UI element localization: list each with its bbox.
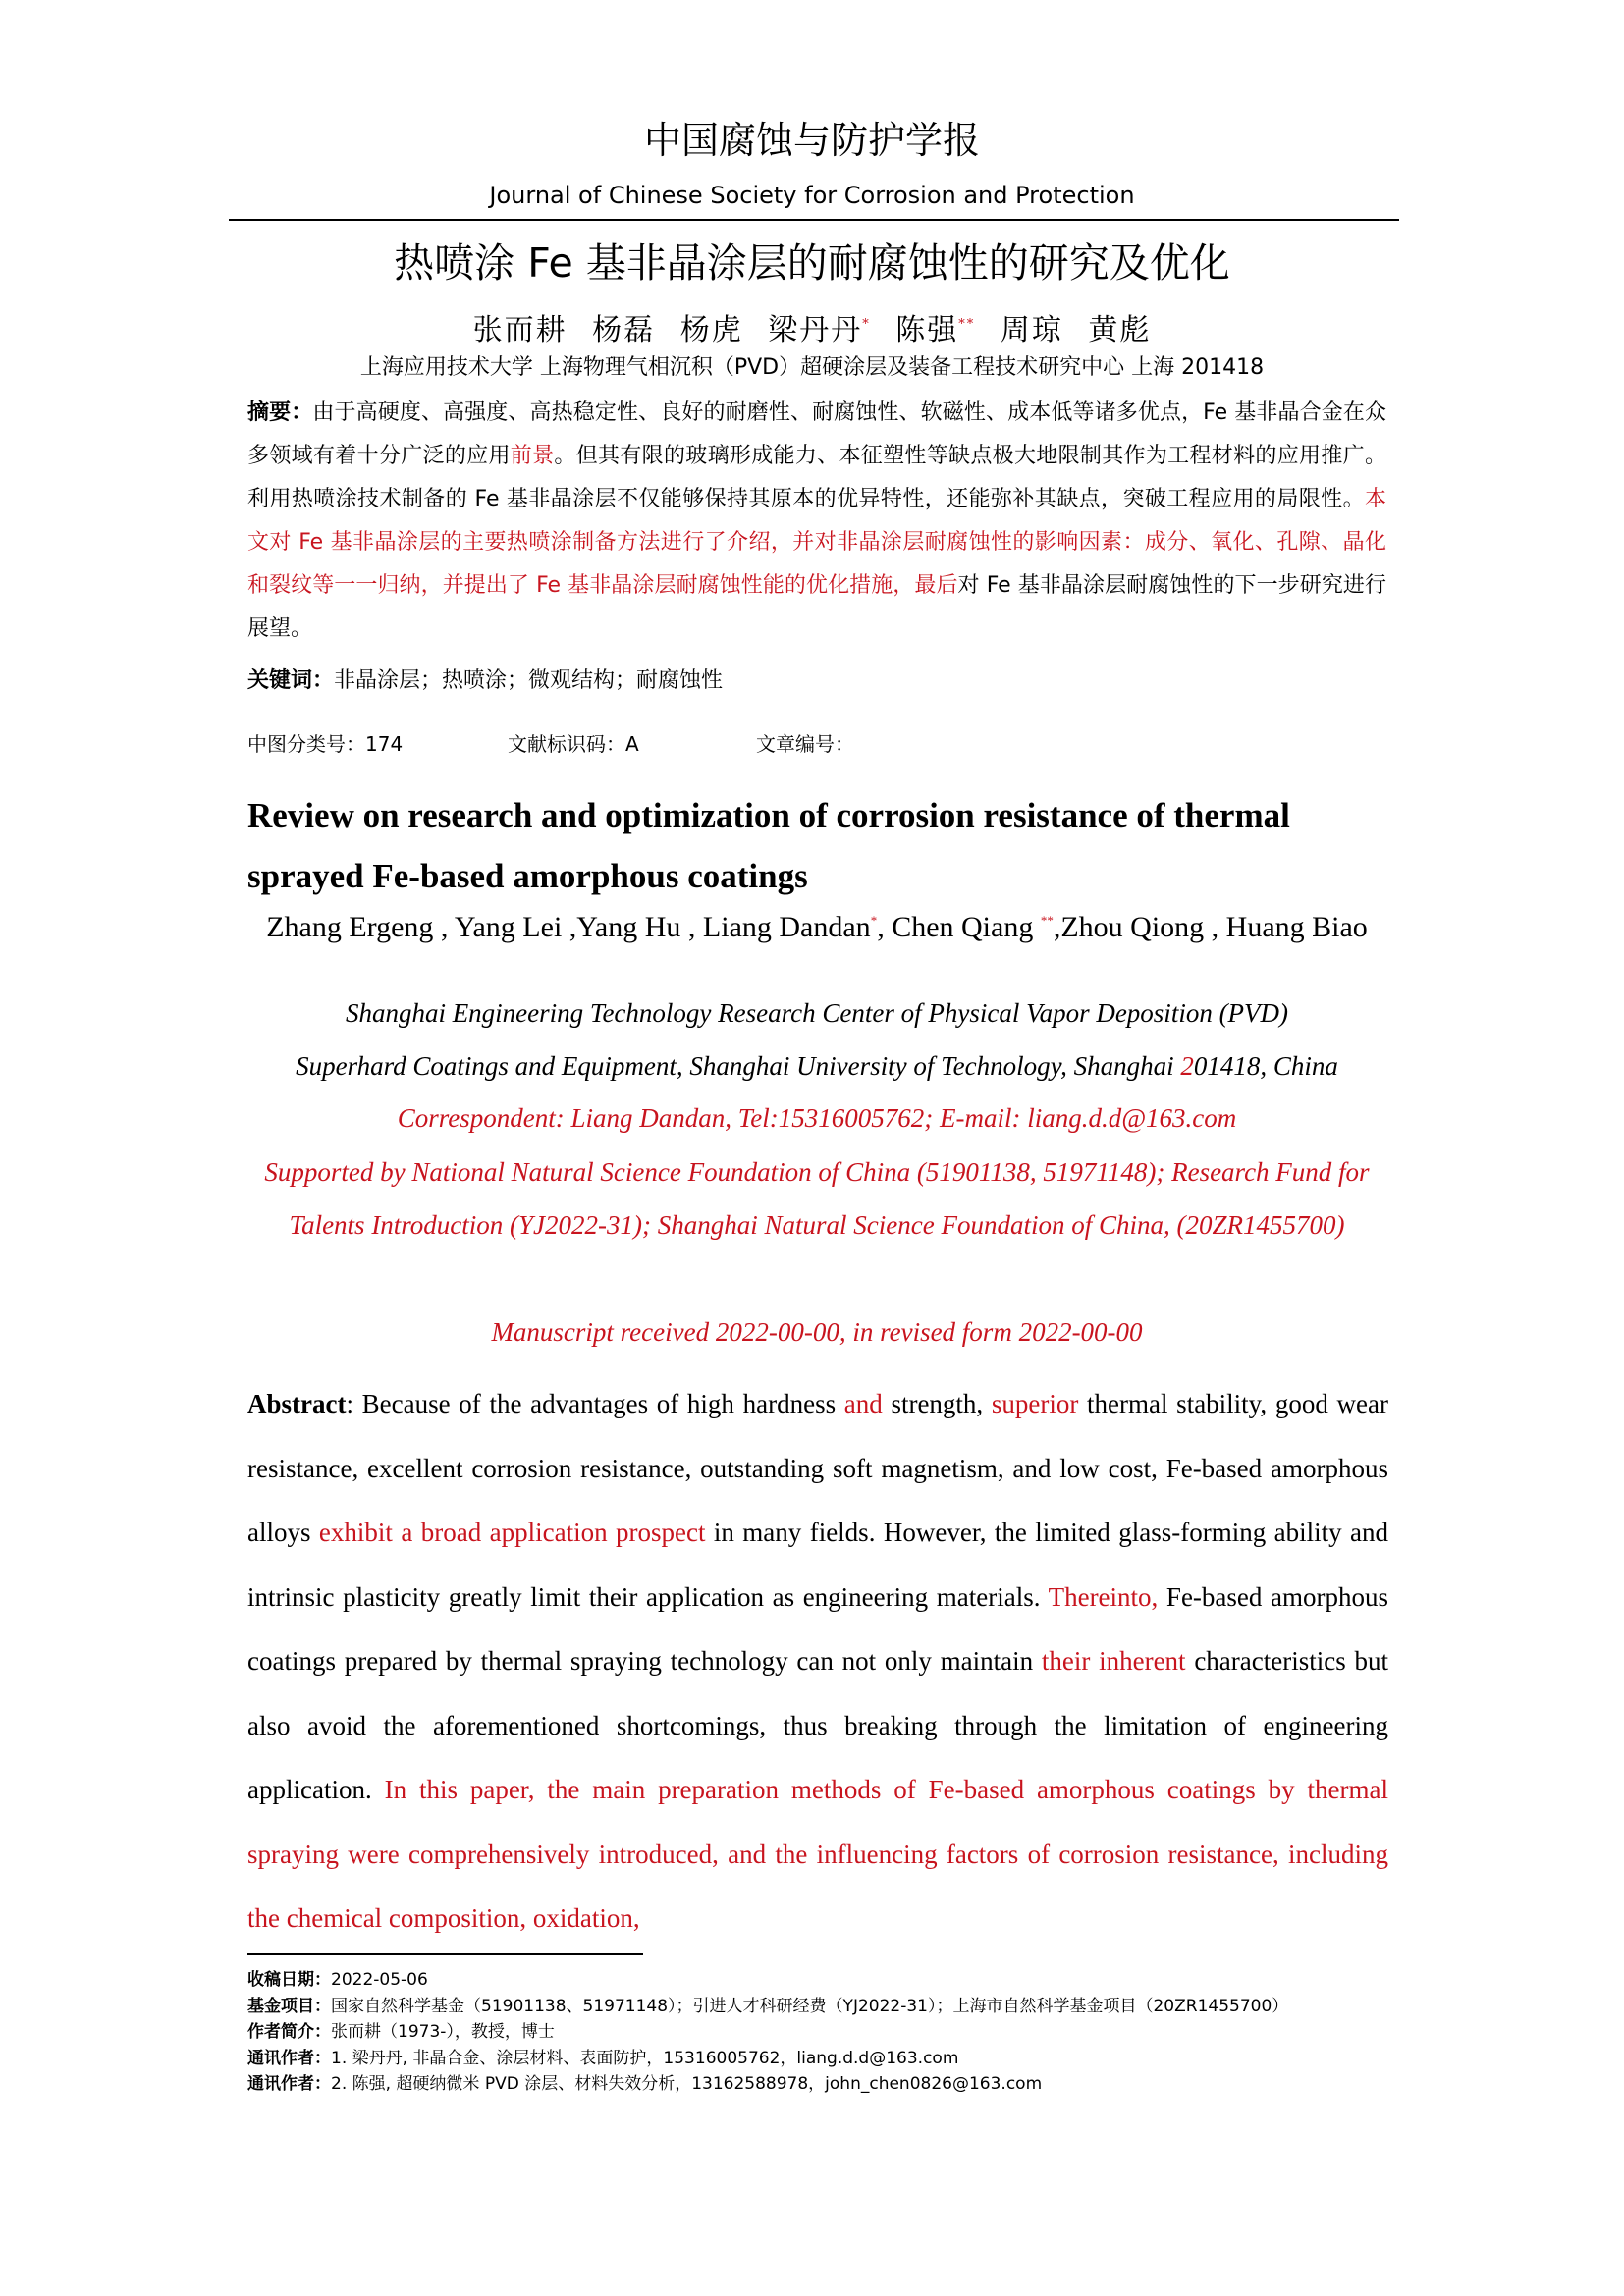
footnote-label: 通讯作者：	[247, 2074, 331, 2094]
document-code: 文献标识码：A	[508, 732, 639, 756]
abstract-cn	[247, 392, 1386, 651]
affiliation-text: 01418, China	[1193, 1051, 1338, 1081]
affiliation-cn: 上海应用技术大学 上海物理气相沉积（PVD）超硬涂层及装备工程技术研究中心 上海 201418	[359, 355, 1265, 380]
author-list-en	[247, 899, 1386, 949]
journal-title-cn: 中国腐蚀与防护学报	[643, 119, 980, 162]
funding-en: Supported by National Natural Science Foundation of China (51901138, 51971148); Research Fund for Talents Introduction (YJ2022-31); Shanghai Natural Science Foundation of China, (20ZR1455700)	[264, 1157, 1370, 1240]
revision-highlight: and	[843, 1389, 883, 1418]
footnote-correspondent-1	[247, 2046, 1406, 2072]
keywords-cn-label: 关键词：	[247, 668, 335, 693]
journal-title-en: Journal of Chinese Society for Corrosion and Protection	[489, 182, 1135, 209]
abstract-en-text: characteristics but also avoid the aforementioned shortcomings, thus breaking through the limitation of engineering application.	[247, 1646, 1388, 1804]
revision-highlight: exhibit a broad application prospect	[318, 1518, 706, 1547]
footnote-label: 收稿日期：	[247, 1970, 331, 1990]
footnote-text: 2022-05-06	[331, 1970, 428, 1990]
corresponding-mark: **	[1040, 913, 1054, 928]
author-name-cn: 周琼	[1000, 313, 1063, 347]
header-divider	[229, 219, 1399, 221]
footnote-divider	[247, 1953, 643, 1955]
author-name-cn: 杨磊	[592, 313, 656, 347]
revision-highlight: In this paper, the main preparation methods of Fe-based amorphous coatings by thermal spraying were comprehensively introduced, and the influencing factors of corrosion resistance, including the chemical composition, oxidation,	[247, 1775, 1388, 1933]
affiliation-en-line: Shanghai Engineering Technology Research Center of Physical Vapor Deposition (PVD)	[345, 998, 1289, 1028]
abstract-cn-text: 对 Fe 基非晶涂层耐腐蚀性的下一步研究进行展望。	[247, 573, 1386, 641]
footnote-text: 国家自然科学基金（51901138、51971148）；引进人才科研经费（YJ2022-31）；上海市自然科学基金项目（20ZR1455700）	[331, 1996, 1289, 2016]
keywords-cn	[247, 660, 1386, 703]
footnote-correspondent-2	[247, 2071, 1406, 2098]
article-number: 文章编号：	[756, 732, 854, 756]
footnote-label: 通讯作者：	[247, 2048, 331, 2068]
abstract-en-text: strength,	[882, 1389, 992, 1418]
footnote-author-bio	[247, 2019, 1406, 2046]
author-name-cn: 陈强	[895, 313, 959, 347]
author-list-cn	[0, 304, 1624, 351]
corresponding-mark: *	[870, 913, 878, 928]
clc-number: 中图分类号：174	[247, 732, 404, 756]
abstract-en-label: Abstract	[247, 1389, 347, 1418]
revision-highlight: Thereinto,	[1048, 1581, 1159, 1612]
abstract-cn-text: 。但其有限的玻璃形成能力、本征塑性等缺点极大地限制其作为工程材料的应用推广。利用热喷涂技术制备的 Fe 基非晶涂层不仅能够保持其原本的优异特性，还能弥补其缺点，突破工程应用的局限性。	[247, 444, 1386, 511]
author-name-cn: 梁丹丹	[768, 313, 863, 347]
manuscript-dates: Manuscript received 2022-00-00, in revised form 2022-00-00	[491, 1317, 1143, 1347]
footnote-fund	[247, 1994, 1406, 2020]
abstract-cn-text: 由于高硬度、高强度、高热稳定性、良好的耐磨性、耐腐蚀性、软磁性、成本低等诸多优点，Fe 基非晶合金在众多领域有着十分广泛的应用	[247, 400, 1386, 468]
author-names-en: , Chen Qiang	[877, 911, 1041, 943]
corresponding-mark: *	[862, 317, 871, 332]
affiliation-en-line	[236, 1040, 1398, 1093]
footnote-label: 作者简介：	[247, 2022, 331, 2042]
abstract-cn-label: 摘要：	[247, 400, 313, 425]
footnote-text: 张而耕（1973-），教授，博士	[331, 2022, 555, 2042]
footnote-label: 基金项目：	[247, 1996, 331, 2016]
classification-row	[247, 726, 1386, 762]
keywords-cn-text: 非晶涂层；热喷涂；微观结构；耐腐蚀性	[334, 668, 724, 693]
article-title-cn: 热喷涂 Fe 基非晶涂层的耐腐蚀性的研究及优化	[394, 240, 1230, 287]
revision-highlight: 前景	[510, 444, 555, 468]
correspondent-en: Correspondent: Liang Dandan, Tel:15316005762; E-mail: liang.d.d@163.com	[397, 1103, 1237, 1133]
author-name-cn: 张而耕	[472, 313, 568, 347]
footnote-received	[247, 1967, 1406, 1994]
abstract-en-text: Fe-based amorphous coatings prepared by thermal spraying technology can not only maintain	[247, 1581, 1388, 1676]
author-name-cn: 杨虎	[679, 313, 743, 347]
revision-highlight: 本文对 Fe 基非晶涂层的主要热喷涂制备方法进行了介绍，并对非晶涂层耐腐蚀性的影响因素：成分、氧化、孔隙、晶化和裂纹等一一归纳，并提出了 Fe 基非晶涂层耐腐蚀性能的优化措施，最后	[247, 487, 1386, 598]
affiliation-text: Superhard Coatings and Equipment, Shanghai University of Technology, Shanghai	[296, 1051, 1181, 1081]
abstract-en	[247, 1372, 1388, 1951]
footnote-text: 2. 陈强, 超硬纳微米 PVD 涂层、材料失效分析，13162588978，john_chen0826@163.com	[331, 2074, 1043, 2094]
revision-highlight: 2	[1180, 1051, 1194, 1081]
revision-highlight: superior	[991, 1389, 1079, 1418]
abstract-en-text: thermal stability, good wear resistance, excellent corrosion resistance, outstanding soft magnetism, and low cost, Fe-based amorphous alloys	[247, 1389, 1388, 1547]
abstract-en-text: : Because of the advantages of high hardness	[346, 1389, 844, 1418]
author-name-cn: 黄彪	[1088, 313, 1152, 347]
author-names-en: ,Zhou Qiong , Huang Biao	[1053, 911, 1368, 943]
article-title-en: Review on research and optimization of corrosion resistance of thermal sprayed Fe-based amorphous coatings	[247, 796, 1290, 895]
author-names-en: Zhang Ergeng , Yang Lei ,Yang Hu , Liang Dandan	[266, 911, 871, 943]
corresponding-mark: **	[958, 317, 976, 332]
abstract-en-text: in many fields. However, the limited glass-forming ability and intrinsic plasticity greatly limit their application as engineering materials.	[247, 1518, 1388, 1612]
revision-highlight: their inherent	[1041, 1646, 1186, 1676]
affiliation-en	[236, 987, 1398, 1093]
footnote-text: 1. 梁丹丹, 非晶合金、涂层材料、表面防护，15316005762，liang.d.d@163.com	[331, 2048, 959, 2068]
footnotes	[247, 1967, 1406, 2098]
